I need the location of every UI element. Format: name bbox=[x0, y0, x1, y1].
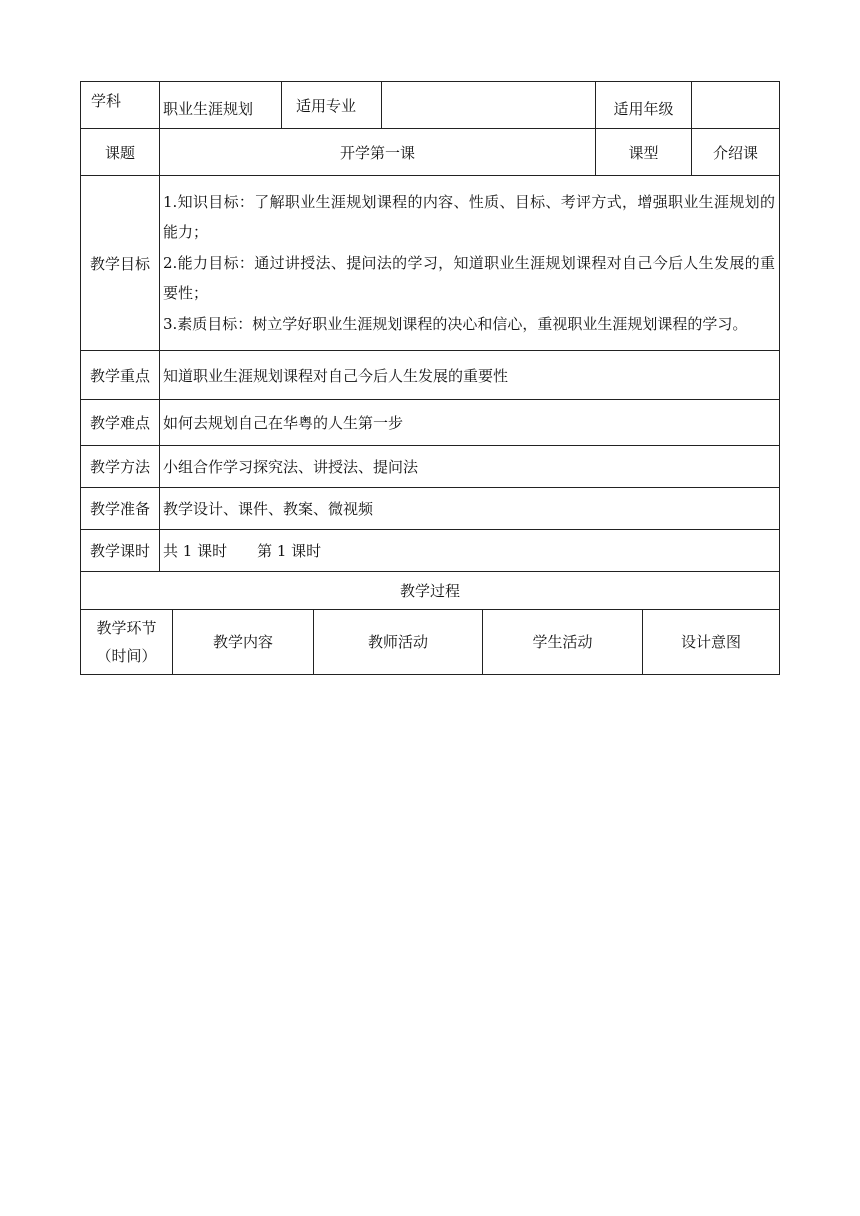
process-col-student: 学生活动 bbox=[483, 610, 643, 674]
objectives-content bbox=[160, 176, 780, 351]
major-label: 适用专业 bbox=[282, 82, 382, 129]
process-col-content: 教学内容 bbox=[173, 610, 314, 674]
lesson-plan-sheet bbox=[80, 81, 779, 675]
process-col-stage bbox=[81, 610, 173, 674]
grade-value bbox=[692, 82, 780, 129]
difficulties-value: 如何去规划自己在华粤的人生第一步 bbox=[160, 400, 780, 446]
difficulties-label: 教学难点 bbox=[81, 400, 160, 446]
subject-value: 职业生涯规划 bbox=[160, 82, 282, 129]
preparation-value: 教学设计、课件、教案、微视频 bbox=[160, 488, 780, 530]
header-row bbox=[81, 82, 780, 129]
methods-label: 教学方法 bbox=[81, 446, 160, 488]
process-header-table bbox=[80, 610, 780, 675]
type-label: 课型 bbox=[596, 129, 692, 176]
difficulties-row bbox=[81, 400, 780, 446]
objective-item: 3.素质目标：树立学好职业生涯规划课程的决心和信心，重视职业生涯规划课程的学习。 bbox=[163, 314, 748, 333]
methods-value: 小组合作学习探究法、讲授法、提问法 bbox=[160, 446, 780, 488]
topic-value: 开学第一课 bbox=[160, 129, 596, 176]
process-col-teacher: 教师活动 bbox=[314, 610, 483, 674]
preparation-label: 教学准备 bbox=[81, 488, 160, 530]
hours-label: 教学课时 bbox=[81, 530, 160, 572]
process-col-intent: 设计意图 bbox=[643, 610, 780, 674]
key-points-label: 教学重点 bbox=[81, 351, 160, 400]
objective-item: 1.知识目标：了解职业生涯规划课程的内容、性质、目标、考评方式，增强职业生涯规划的能力； bbox=[163, 192, 775, 242]
preparation-row bbox=[81, 488, 780, 530]
subject-label: 学科 bbox=[81, 82, 160, 129]
grade-label: 适用年级 bbox=[596, 82, 692, 129]
objectives-row bbox=[81, 176, 780, 351]
process-title-row bbox=[81, 572, 780, 610]
major-value bbox=[382, 82, 596, 129]
topic-row bbox=[81, 129, 780, 176]
hours-row bbox=[81, 530, 780, 572]
process-header-row bbox=[81, 610, 780, 674]
key-points-value: 知道职业生涯规划课程对自己今后人生发展的重要性 bbox=[160, 351, 780, 400]
lesson-plan-table bbox=[80, 81, 780, 610]
type-value: 介绍课 bbox=[692, 129, 780, 176]
objective-item: 2.能力目标：通过讲授法、提问法的学习，知道职业生涯规划课程对自己今后人生发展的重要性； bbox=[163, 253, 775, 303]
objectives-label: 教学目标 bbox=[81, 176, 160, 351]
process-col-stage-label: 教学环节 bbox=[96, 618, 157, 637]
methods-row bbox=[81, 446, 780, 488]
process-col-stage-time: （时间） bbox=[96, 646, 157, 665]
process-title: 教学过程 bbox=[81, 572, 780, 610]
key-points-row bbox=[81, 351, 780, 400]
hours-value: 共 1 课时 第 1 课时 bbox=[160, 530, 780, 572]
topic-label: 课题 bbox=[81, 129, 160, 176]
